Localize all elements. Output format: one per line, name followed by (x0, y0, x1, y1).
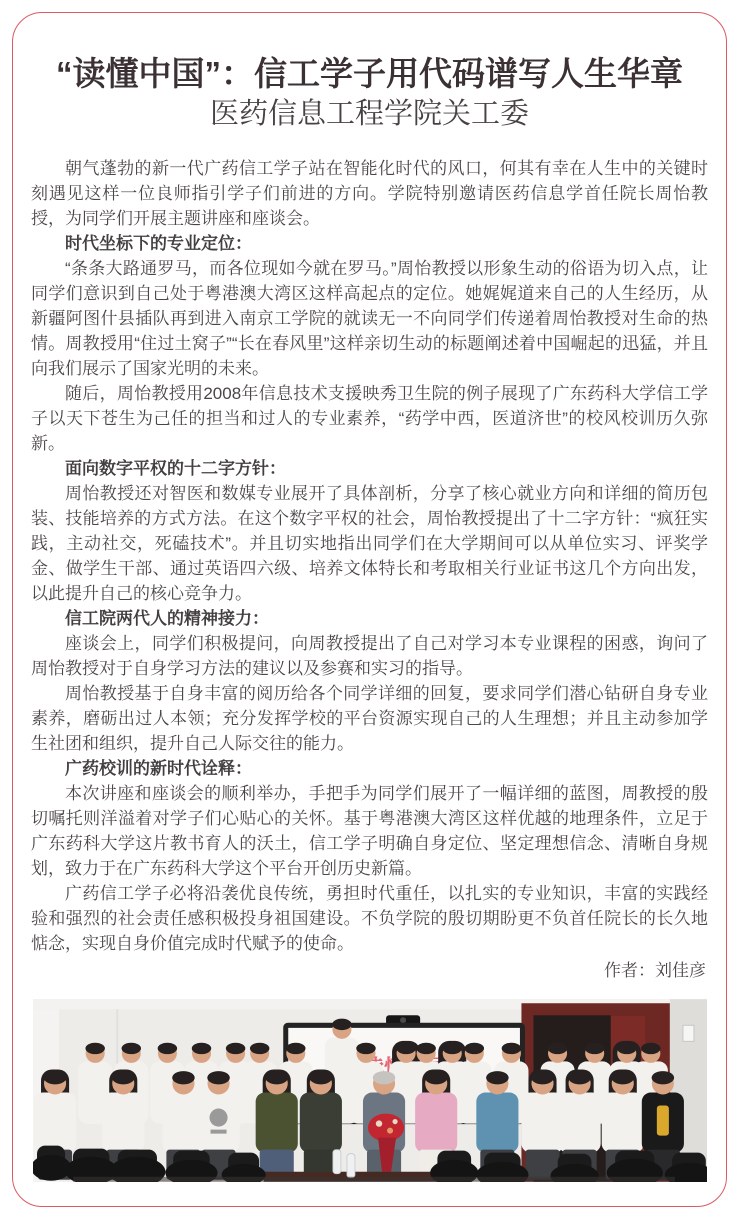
person-hair (85, 1042, 104, 1053)
person-hair (372, 1071, 395, 1084)
person-hair (121, 1042, 140, 1053)
article-paragraph: 随后，周怡教授用2008年信息技术支援映秀卫生院的例子展现了广东药科大学信工学子以天下苍生为己任的担当和过人的专业素养，“药学中西，医道济世”的校风校训历久弥新。 (31, 383, 708, 453)
person-hair (611, 1071, 634, 1084)
person-shirt (476, 1092, 518, 1152)
person-hair (584, 1042, 603, 1053)
group-photo-scene (33, 999, 707, 1182)
water-bottle (346, 1153, 354, 1177)
camera-lens-icon (400, 1017, 406, 1023)
person-shirt (102, 1092, 144, 1152)
author-credit: 作者：刘佳彦 (604, 960, 706, 980)
tshirt-graphic (210, 1129, 226, 1133)
person-hair (424, 1071, 447, 1084)
person-shirt (34, 1092, 76, 1152)
person-hair (356, 1042, 375, 1053)
page-subtitle: 医药信息工程学院关工委 (209, 97, 529, 130)
article-paragraph: “条条大路通罗马，而各位现如今就在罗马。”周怡教授以形象生动的俗语为切入点，让同学们意识到自己处于粤港澳大湾区这样高起点的定位。她娓娓道来自己的人生经历，从新疆阿图什县插队再到进入南京工学院的就读无一不向同学们传递着周怡教授对生命的热情。周教授用“住过土窝子”“长在春风里”这样亲切生动的标题阐述着中国崛起的迅猛，并且向我们展示了国家光明的未来。 (31, 258, 708, 378)
person-hair (332, 1018, 351, 1029)
person-hair (43, 1071, 66, 1084)
water-bottle (332, 1149, 340, 1173)
section-heading: 信工院两代人的精神接力： (65, 608, 269, 628)
person-shirt (255, 1092, 297, 1152)
article-paragraph: 周怡教授基于自身丰富的阅历给各个同学详细的回复，要求同学们潜心钻研自身专业素养，磨砺出过人本领；充分发挥学校的平台资源实现自己的人生理想；并且主动参加学生社团和组织，提升自己人际交往的能力。 (31, 683, 708, 753)
person-hair (547, 1042, 566, 1053)
bouquet-bloom (392, 1119, 397, 1124)
wall-light-switch (682, 1025, 693, 1041)
section-heading: 广药校训的新时代诠释： (65, 758, 252, 778)
person-hair (207, 1071, 230, 1084)
person-hair (191, 1042, 210, 1053)
person-hair (641, 1042, 660, 1053)
person-hair (157, 1042, 176, 1053)
table-edge-shadow (73, 1176, 675, 1181)
person-hair (416, 1042, 435, 1053)
article-paragraph: 朝气蓬勃的新一代广药信工学子站在智能化时代的风口，何其有幸在人生中的关键时刻遇见这样一位良师指引学子们前进的方向。学院特别邀请医药信息学首任院长周怡教授，为同学们开展主题讲座和座谈会。 (31, 158, 708, 228)
section-heading: 面向数字平权的十二字方针： (65, 458, 286, 478)
person-hair (112, 1071, 135, 1084)
person-shirt (521, 1092, 563, 1152)
group-photo (33, 999, 707, 1182)
person-hair (501, 1042, 520, 1053)
bouquet-flowers (367, 1113, 403, 1141)
section-heading: 时代坐标下的专业定位： (65, 233, 252, 253)
person-hair (309, 1071, 332, 1084)
person-shirt (601, 1092, 643, 1152)
page-title: “读懂中国”：信工学子用代码谱写人生华章 (56, 55, 683, 92)
bouquet-bloom (387, 1127, 393, 1133)
article-card (12, 12, 727, 1207)
person-hair (286, 1042, 305, 1053)
person-hair (265, 1071, 288, 1084)
article-body (31, 156, 708, 956)
person-hair (172, 1071, 195, 1084)
person-hair (396, 1042, 415, 1053)
person-hair (617, 1042, 636, 1053)
bouquet-bloom (375, 1120, 381, 1126)
person-hair (651, 1071, 674, 1084)
article-paragraph: 周怡教授还对智医和数媒专业展开了具体剖析，分享了核心就业方向和详细的简历包装、技能培养的方式方法。在这个数字平权的社会，周怡教授提出了十二字方针：“疯狂实践，主动社交，死磕技术”。并且切实地指出同学们在大学期间可以从单位实习、评奖学金、做学生干部、通过英语四六级、培养文体特长和考取相关行业证书这几个方向出发，以此提升自己的核心竞争力。 (31, 483, 708, 603)
tshirt-graphic (209, 1108, 227, 1126)
person-hair (225, 1042, 244, 1053)
person-hair (531, 1071, 554, 1084)
person-hair (486, 1071, 509, 1084)
person-hair (464, 1042, 483, 1053)
person-shirt (415, 1092, 457, 1152)
article-paragraph: 广药信工学子必将沿袭优良传统，勇担时代重任，以扎实的专业知识，丰富的实践经验和强烈的社会责任感积极投身祖国建设。不负学院的殷切期盼更不负首任院长的长久地惦念，实现自身价值完成时代赋予的使命。 (31, 883, 708, 953)
article-paragraph: 本次讲座和座谈会的顺利举办，手把手为同学们展开了一幅详细的蓝图，周教授的殷切嘱托则洋溢着对学子们心贴心的关怀。基于粤港澳大湾区这样优越的地理条件，立足于广东药科大学这片教书育人的沃土，信工学子明确自身定位、坚定理想信念、清晰自身规划，致力于在广东药科大学这个平台开创历史新篇。 (31, 783, 708, 878)
person-shirt (558, 1092, 600, 1152)
article-paragraph: 座谈会上，同学们积极提问，向周教授提出了自己对学习本专业课程的困惑，询问了周怡教授对于自身学习方法的建议以及参赛和实习的指导。 (31, 633, 708, 678)
person-hair (249, 1042, 268, 1053)
person-hair (568, 1071, 591, 1084)
person-hair (442, 1042, 461, 1053)
person-shirt (299, 1092, 341, 1152)
tshirt-graphic (656, 1105, 668, 1135)
